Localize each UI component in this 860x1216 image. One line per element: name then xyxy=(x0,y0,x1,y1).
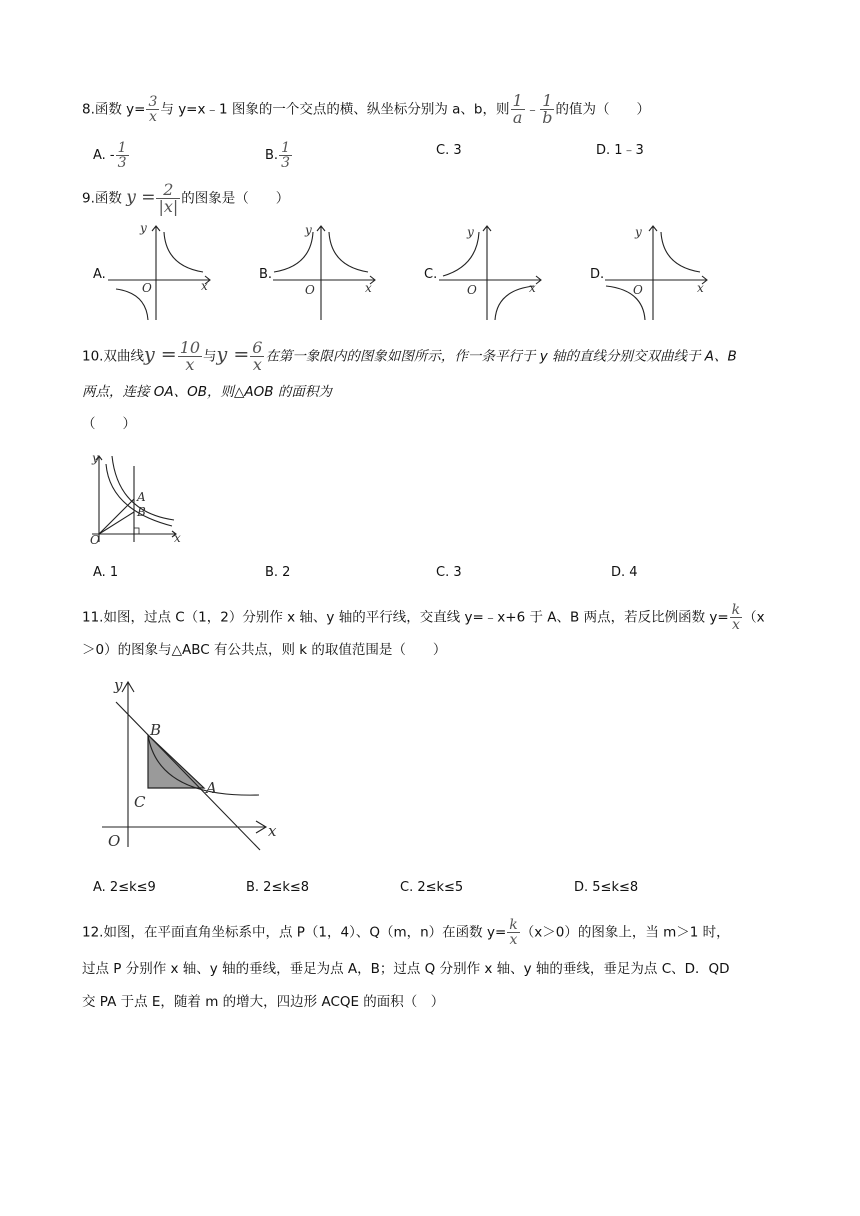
q10-stem-text: 10.双曲线 xyxy=(82,348,144,365)
q11-fraction-k-over-x: $\frac{k}{x}$ xyxy=(731,602,741,633)
q9-option-a-label[interactable]: A. xyxy=(93,267,106,282)
point-B-label: B xyxy=(150,721,162,739)
curve-quadrant-1 xyxy=(164,232,203,272)
q8-fraction-3-over-x: $\frac{3}{x}$ xyxy=(148,94,158,125)
q9-option-d-graph[interactable] xyxy=(603,220,713,325)
origin-label: O xyxy=(633,283,643,297)
q8-minus: ﹣ xyxy=(525,101,540,118)
q11-stem-line-2: ＞0）的图象与△ABC 有公共点，则 k 的取值范围是（ ） xyxy=(82,642,447,658)
origin-label: O xyxy=(108,832,121,850)
q12-stem-line-3: 交 PA 于点 E，随着 m 的增大，四边形 ACQE 的面积（ ） xyxy=(82,994,445,1010)
x-label: x xyxy=(201,279,208,293)
q10-formula-y1: y = xyxy=(143,343,177,366)
q10-formula-y2: y = xyxy=(216,343,250,366)
point-B-label: B xyxy=(137,505,146,519)
y-label: y xyxy=(114,676,123,694)
q10-stem-text: 在第一象限内的图象如图所示，作一条平行于 y 轴的直线分别交双曲线于 A、B xyxy=(265,348,737,365)
q11-option-a[interactable]: A. 2≤k≤9 xyxy=(93,880,156,895)
q10-option-c[interactable]: C. 3 xyxy=(436,565,462,580)
q11-option-d[interactable]: D. 5≤k≤8 xyxy=(574,880,639,895)
x-label: x xyxy=(697,281,704,295)
q9-stem xyxy=(82,182,289,215)
q9-stem-text: 9.函数 xyxy=(82,190,122,207)
origin-label: O xyxy=(467,283,477,297)
x-label: x xyxy=(365,281,372,295)
q9-option-d-label[interactable]: D. xyxy=(590,267,605,282)
q10-stem-line-1 xyxy=(82,340,737,373)
right-angle-mark xyxy=(134,528,139,534)
q11-option-c[interactable]: C. 2≤k≤5 xyxy=(400,880,464,895)
segment-OA xyxy=(99,499,134,534)
q10-option-b[interactable]: B. 2 xyxy=(265,565,291,580)
q9-option-b-graph[interactable] xyxy=(271,220,381,325)
q9-fraction-2-over-abs-x: $\frac{2}{|x|}$ xyxy=(158,180,179,216)
q10-option-d[interactable]: D. 4 xyxy=(611,565,638,580)
q10-paren: （ ） xyxy=(82,416,136,432)
q11-stem-line-1 xyxy=(82,603,765,632)
origin-label: O xyxy=(305,283,315,297)
q11-stem-text: 11.如图，过点 C（1，2）分别作 x 轴、y 轴的平行线，交直线 y=﹣x+6 于 A、B 两点，若反比例函数 y= xyxy=(82,609,729,626)
q8-fraction-1-over-a: $\frac{1}{a}$ xyxy=(512,91,523,127)
point-A-label: A xyxy=(206,779,217,797)
point-C-label: C xyxy=(134,793,146,811)
q10-graph xyxy=(88,452,188,548)
q9-option-a-graph[interactable] xyxy=(106,220,216,325)
q9-option-c-label[interactable]: C. xyxy=(424,267,438,282)
q8-stem-text: 的值为（ ） xyxy=(555,101,650,118)
q10-option-a[interactable]: A. 1 xyxy=(93,565,119,580)
y-label: y xyxy=(635,225,642,239)
q8-option-b[interactable]: B. $\frac{1}{3}$ xyxy=(265,140,290,171)
q8-option-a-fraction: $\frac{1}{3}$ xyxy=(117,140,127,171)
point-A-label: A xyxy=(137,490,146,504)
y-label: y xyxy=(467,225,474,239)
q12-stem-text: 12.如图，在平面直角坐标系中，点 P（1，4）、Q（m，n）在函数 y= xyxy=(82,924,507,941)
q9-option-b-label[interactable]: B. xyxy=(259,267,273,282)
q10-fraction-6-over-x: $\frac{6}{x}$ xyxy=(252,338,263,374)
line-y-neg-x-plus-6 xyxy=(116,702,260,850)
q10-fraction-10-over-x: $\frac{10}{x}$ xyxy=(179,338,201,374)
q8-stem-text: 与 y=x﹣1 图象的一个交点的横、纵坐标分别为 a、b，则 xyxy=(160,101,510,118)
q8-stem-text: 8.函数 y= xyxy=(82,101,146,118)
q11-graph xyxy=(96,672,296,857)
q11-stem-text: （x xyxy=(743,609,765,626)
q12-stem-line-1 xyxy=(82,918,730,947)
curve-quadrant-1 xyxy=(661,232,700,272)
q12-stem-line-2: 过点 P 分别作 x 轴、y 轴的垂线，垂足为点 A，B；过点 Q 分别作 x 轴、y 轴的垂线，垂足为点 C、D．QD xyxy=(82,961,730,977)
q12-stem-text: （x＞0）的图象上，当 m＞1 时， xyxy=(520,924,730,941)
q8-option-d[interactable]: D. 1﹣3 xyxy=(596,143,644,158)
q8-stem xyxy=(82,93,650,126)
origin-label: O xyxy=(142,281,152,295)
q11-option-b[interactable]: B. 2≤k≤8 xyxy=(246,880,310,895)
y-label: y xyxy=(92,451,99,465)
q8-fraction-1-over-b: $\frac{1}{b}$ xyxy=(542,91,553,127)
q9-formula-y: y = xyxy=(126,187,156,208)
y-label: y xyxy=(305,223,312,237)
y-label: y xyxy=(140,221,147,235)
q8-option-b-fraction: $\frac{1}{3}$ xyxy=(281,140,290,171)
q9-option-c-graph[interactable] xyxy=(437,220,547,325)
segment-OB xyxy=(99,512,134,534)
origin-label: O xyxy=(90,533,100,547)
x-label: x xyxy=(268,822,277,840)
x-label: x xyxy=(174,531,181,545)
q10-stem-text: 与 xyxy=(203,348,217,365)
curve-quadrant-2 xyxy=(274,232,313,272)
q10-stem-line-2: 两点，连接 OA、OB，则△AOB 的面积为 xyxy=(82,384,332,400)
q12-fraction-k-over-x: $\frac{k}{x}$ xyxy=(509,917,518,948)
q8-option-c[interactable]: C. 3 xyxy=(436,143,462,158)
q9-stem-text: 的图象是（ ） xyxy=(181,190,290,207)
x-label: x xyxy=(529,281,536,295)
curve-quadrant-1 xyxy=(329,232,368,272)
q8-option-a[interactable]: A. - $\frac{1}{3}$ xyxy=(93,140,127,171)
